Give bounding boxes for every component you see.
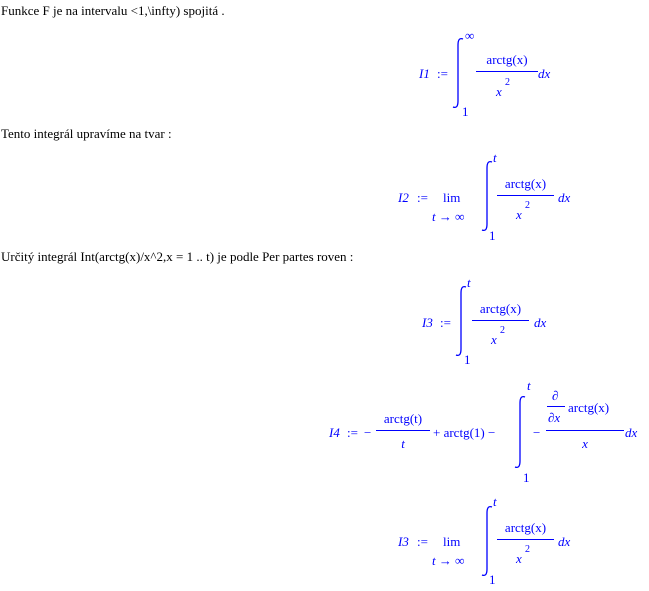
fraction-bar: [497, 195, 554, 196]
partial-symbol: ∂: [552, 388, 559, 403]
i4-assign: :=: [347, 425, 358, 440]
i1-dx: dx: [538, 66, 551, 81]
i5-den-exp: 2: [525, 544, 530, 555]
i2-lim: lim: [443, 190, 461, 205]
integral-icon: [514, 395, 528, 469]
i4-lower: 1: [523, 470, 530, 485]
i4-num1: arctg(t): [383, 411, 423, 426]
i4-upper: t: [527, 378, 531, 393]
i4-name: I4: [329, 425, 340, 440]
i1-name: I1: [419, 66, 430, 81]
i2-numerator: arctg(x): [504, 176, 547, 191]
i3-name: I3: [422, 315, 433, 330]
i4-minus: −: [364, 425, 372, 440]
intro-text: Funkce F je na intervalu <1,\infty) spojitá .: [1, 3, 225, 18]
i4-inner-arctg: arctg(x): [568, 400, 610, 415]
i5-lim: lim: [443, 534, 461, 549]
fraction-bar: [547, 406, 565, 407]
i1-lower: 1: [462, 104, 469, 119]
i4-den1: t: [401, 436, 405, 451]
i4-inner-minus: −: [533, 425, 541, 440]
i4-inner-den: x: [582, 436, 588, 451]
i2-den-exp: 2: [525, 200, 530, 211]
i3-lower: 1: [464, 352, 471, 367]
i2-upper: t: [493, 150, 497, 165]
i1-assign: :=: [437, 66, 448, 81]
i1-den-base: x: [496, 84, 502, 99]
i5-dx: dx: [558, 534, 571, 549]
i1-upper: ∞: [465, 28, 475, 43]
fraction-bar: [376, 430, 430, 431]
integral-icon: [455, 285, 469, 357]
integral-icon: [452, 37, 466, 109]
fraction-bar: [497, 539, 554, 540]
i1-numerator: arctg(x): [486, 52, 528, 67]
fraction-bar: [546, 430, 624, 431]
i2-under: t → ∞: [432, 209, 465, 224]
per-partes-text: Určitý integrál Int(arctg(x)/x^2,x = 1 .. t) je podle Per partes roven :: [1, 249, 354, 264]
i5-numerator: arctg(x): [504, 520, 547, 535]
i2-den-base: x: [516, 207, 522, 222]
i4-dx: dx: [625, 425, 638, 440]
i5-lower: 1: [489, 572, 496, 587]
integral-icon: [481, 505, 495, 577]
i3-assign: :=: [440, 315, 451, 330]
i2-dx: dx: [558, 190, 571, 205]
i2-name: I2: [398, 190, 409, 205]
i3-upper: t: [467, 275, 471, 290]
integral-icon: [481, 160, 495, 232]
i5-den-base: x: [516, 551, 522, 566]
i4-plus-term: + arctg(1) −: [433, 425, 496, 440]
i3-den-exp: 2: [500, 325, 505, 336]
i3-den-base: x: [491, 332, 497, 347]
fraction-bar: [472, 320, 529, 321]
fraction-bar: [476, 71, 538, 72]
i2-lower: 1: [489, 228, 496, 243]
i5-upper: t: [493, 494, 497, 509]
i5-name: I3: [398, 534, 409, 549]
i5-under: t → ∞: [432, 553, 465, 568]
partial-den: ∂x: [548, 410, 561, 425]
i3-numerator: arctg(x): [479, 301, 522, 316]
i3-dx: dx: [534, 315, 547, 330]
i2-assign: :=: [417, 190, 428, 205]
transform-text: Tento integrál upravíme na tvar :: [1, 126, 172, 141]
i5-assign: :=: [417, 534, 428, 549]
i1-den-exp: 2: [505, 77, 510, 88]
